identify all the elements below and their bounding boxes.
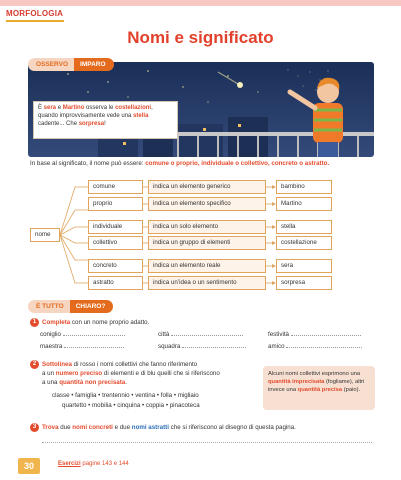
exercise-1-number: 1 bbox=[30, 318, 39, 327]
exercise-3-answer-line[interactable] bbox=[42, 442, 372, 443]
example-individuale: stella bbox=[276, 220, 332, 234]
example-concreto: sera bbox=[276, 259, 332, 273]
exercise-1-instruction: 1 Completa con un nome proprio adatto. bbox=[30, 318, 149, 327]
example-comune: bambino bbox=[276, 180, 332, 194]
ex1-item-squadra[interactable]: squadra bbox=[158, 342, 246, 351]
page-number: 30 bbox=[18, 458, 40, 474]
example-proprio: Martino bbox=[276, 197, 332, 211]
type-astratto: astratto bbox=[88, 276, 143, 290]
desc-concreto: indica un elemento reale bbox=[148, 259, 266, 273]
ex1-item-amico[interactable]: amico bbox=[268, 342, 362, 351]
example-collettivo: costellazione bbox=[276, 236, 332, 250]
desc-collettivo: indica un gruppo di elementi bbox=[148, 236, 266, 250]
exercise-2-words-line1: classe • famiglia • trentennio • ventina • folla • migliaio bbox=[52, 392, 199, 399]
side-note: Alcuni nomi collettivi esprimono una quantità imprecisata (fogliame), altri invece una quantità precisa (paio). bbox=[263, 366, 375, 410]
intro-text: In base al significato, il nome può essere: comune o proprio, individuale o collettivo, concreto o astratto. bbox=[30, 160, 330, 167]
section-tag: MORFOLOGIA bbox=[6, 9, 64, 18]
ex1-item-maestra[interactable]: maestra bbox=[40, 342, 124, 351]
page-title: Nomi e significato bbox=[127, 28, 274, 47]
chiaro-label: CHIARO? bbox=[70, 300, 114, 313]
osservo-label: OSSERVO bbox=[28, 58, 74, 71]
ex1-item-festivita[interactable]: festività bbox=[268, 330, 361, 339]
type-proprio: proprio bbox=[88, 197, 143, 211]
exercise-2-number: 2 bbox=[30, 360, 39, 369]
tutto-label: È TUTTO bbox=[28, 300, 70, 313]
diagram-root-nome: nome bbox=[30, 228, 60, 242]
exercise-3-number: 3 bbox=[30, 423, 39, 432]
type-individuale: individuale bbox=[88, 220, 143, 234]
exercise-2-instruction: 2 Sottolinea di rosso i nomi collettivi che fanno riferimento a un numero preciso di elementi e di blu quelli che si riferiscono a una quantità non precisata. bbox=[30, 360, 260, 387]
type-collettivo: collettivo bbox=[88, 236, 143, 250]
imparo-label: IMPARO bbox=[74, 58, 114, 71]
ex1-item-coniglio[interactable]: coniglio bbox=[40, 330, 125, 339]
type-concreto: concreto bbox=[88, 259, 143, 273]
desc-proprio: indica un elemento specifico bbox=[148, 197, 266, 211]
desc-comune: indica un elemento generico bbox=[148, 180, 266, 194]
tutto-chiaro-label bbox=[28, 300, 113, 312]
desc-astratto: indica un’idea o un sentimento bbox=[148, 276, 266, 290]
exercise-2-words-line2: quartetto • mobilia • cinquina • coppia • pinacoteca bbox=[62, 402, 200, 409]
footer-exercises-link[interactable]: Esercizi pagine 143 e 144 bbox=[58, 461, 129, 467]
type-comune: comune bbox=[88, 180, 143, 194]
ex1-item-citta[interactable]: città bbox=[158, 330, 243, 339]
desc-individuale: indica un solo elemento bbox=[148, 220, 266, 234]
exercise-3-instruction: 3 Trova due nomi concreti e due nomi astratti che si riferiscono al disegno di questa pagina. bbox=[30, 423, 296, 432]
story-caption: È sera e Martino osserva le costellazioni, quando improvvisamente vede una stella cadente... Che sorpresa! bbox=[33, 101, 178, 139]
example-astratto: sorpresa bbox=[276, 276, 332, 290]
